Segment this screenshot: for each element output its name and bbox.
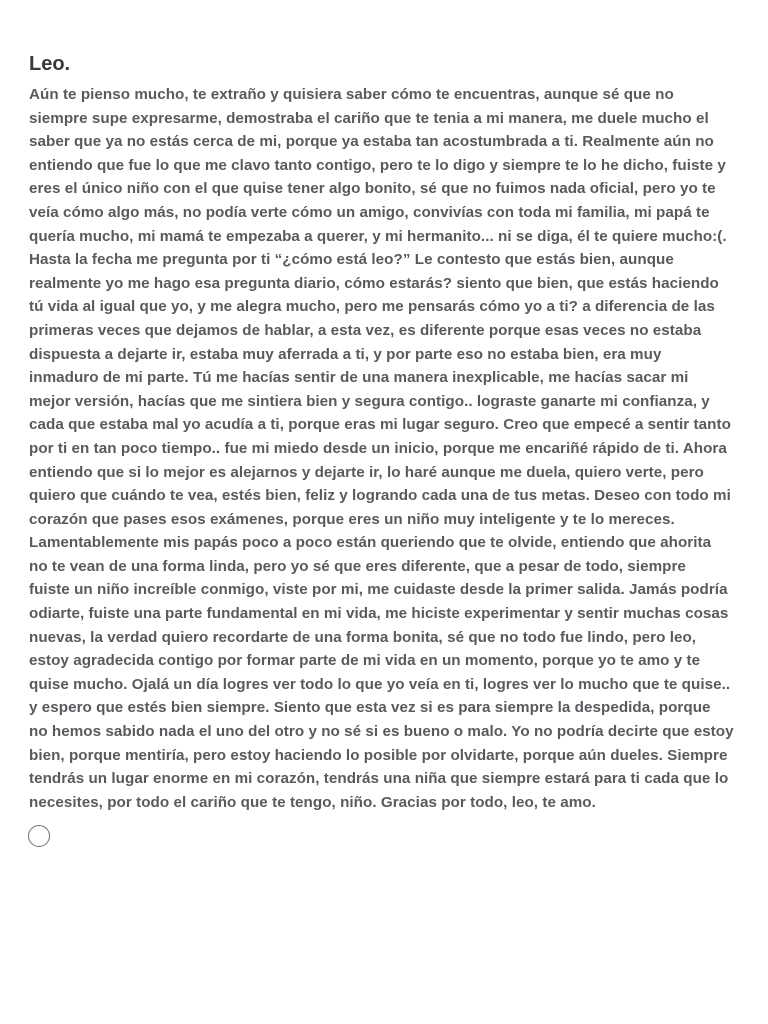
note-body-line: quiero que cuándo te vea, estés bien, feliz y logrando cada una de tus metas. Deseo con todo mi [29,487,731,505]
note-body[interactable] [29,83,745,814]
note-body-line: no te vean de una forma linda, pero yo sé que eres diferente, que a pesar de todo, siempre [29,557,686,575]
note-body-line: entiendo que si lo mejor es alejarnos y dejarte ir, lo haré aunque me duela, quiero verte, pero [29,463,704,481]
note-body-line: corazón que pases esos exámenes, porque eres un niño muy inteligente y te lo mereces. [29,510,675,528]
note-body-line: nuevas, la verdad quiero recordarte de una forma bonita, sé que no todo fue lindo, pero leo, [29,628,697,646]
note-body-line: entiendo que fue lo que me clavo tanto contigo, pero te lo digo y siempre te lo he dicho, fuiste y [29,156,726,174]
note-body-line: odiarte, fuiste una parte fundamental en mi vida, me hiciste experimentar y sentir muchas cosas [29,605,729,623]
note-body-line: necesites, por todo el cariño que te tengo, niño. Gracias por todo, leo, te amo. [29,793,596,811]
note-body-line: Lamentablemente mis papás poco a poco están queriendo que te olvide, entiendo que ahorita [29,534,712,552]
note-body-line: bien, porque mentiría, pero estoy haciendo lo posible por olvidarte, porque aún dueles. Siempre [29,746,728,764]
note-body-line: mejor versión, hacías que me sintiera bien y segura contigo.. lograste ganarte mi confianza, y [29,392,710,410]
note-body-line: quería mucho, mi mamá te empezaba a querer, y mi hermanito... ni se diga, él te quiere mucho:(. [29,227,727,245]
note-body-line: por ti en tan poco tiempo.. fue mi miedo desde un inicio, porque me encariñé rápido de ti. Ahora [29,439,727,457]
note-body-line: quise mucho. Ojalá un día logres ver todo lo que yo veía en ti, logres ver lo mucho que te quise.. [29,675,731,693]
note-body-line: y espero que estés bien siempre. Siento que esta vez si es para siempre la despedida, porque [29,699,711,717]
note-body-line: inmaduro de mi parte. Tú me hacías sentir de una manera inexplicable, me hacías sacar mi [29,369,689,387]
note-body-line: eres el único niño con el que quise tener algo bonito, sé que no fuimos nada oficial, pero yo te [29,180,716,198]
note-body-line: tendrás un lugar enorme en mi corazón, tendrás una niña que siempre estará para ti cada que lo [29,770,729,788]
note-body-line: veía cómo algo más, no podía verte cómo un amigo, convivías con toda mi familia, mi papá te [29,203,710,221]
note-body-line: siempre supe expresarme, demostraba el cariño que te tenia a mi manera, me duele mucho el [29,109,709,127]
note-body-line: saber que ya no estás cerca de mi, porque ya estaba tan acostumbrada a ti. Realmente aún no [29,133,714,151]
note-body-line: primeras veces que dejamos de hablar, a esta vez, es diferente porque esas veces no estaba [29,321,702,339]
note-body-line: no hemos sabido nada el uno del otro y no sé si es bueno o malo. Yo no podría decirte que estoy [29,723,734,741]
note-body-line: tú vida al igual que yo, y me alegra mucho, pero me pensarás cómo yo a ti? a diferencia de las [29,298,715,316]
note-body-line: estoy agradecida contigo por formar parte de mi vida en un momento, porque yo te amo y te [29,652,701,670]
note-body-line: Hasta la fecha me pregunta por ti “¿cómo está leo?” Le contesto que estás bien, aunque [29,251,674,269]
note-title[interactable]: Leo. [29,53,71,75]
checklist-circle-icon[interactable] [28,825,50,847]
note-body-line: realmente yo me hago esa pregunta diario, cómo estarás? siento que bien, que estás haciendo [29,274,719,292]
note-body-line: Aún te pienso mucho, te extraño y quisiera saber cómo te encuentras, aunque sé que no [29,86,674,103]
note-body-line: cada que estaba mal yo acudía a ti, porque eras mi lugar seguro. Creo que empecé a sentir tanto [29,416,731,434]
note-body-line: dispuesta a dejarte ir, estaba muy aferrada a ti, y por parte eso no estaba bien, era muy [29,345,662,363]
note-body-line: fuiste un niño increíble conmigo, viste por mi, me cuidaste desde la primer salida. Jamás podría [29,581,728,599]
